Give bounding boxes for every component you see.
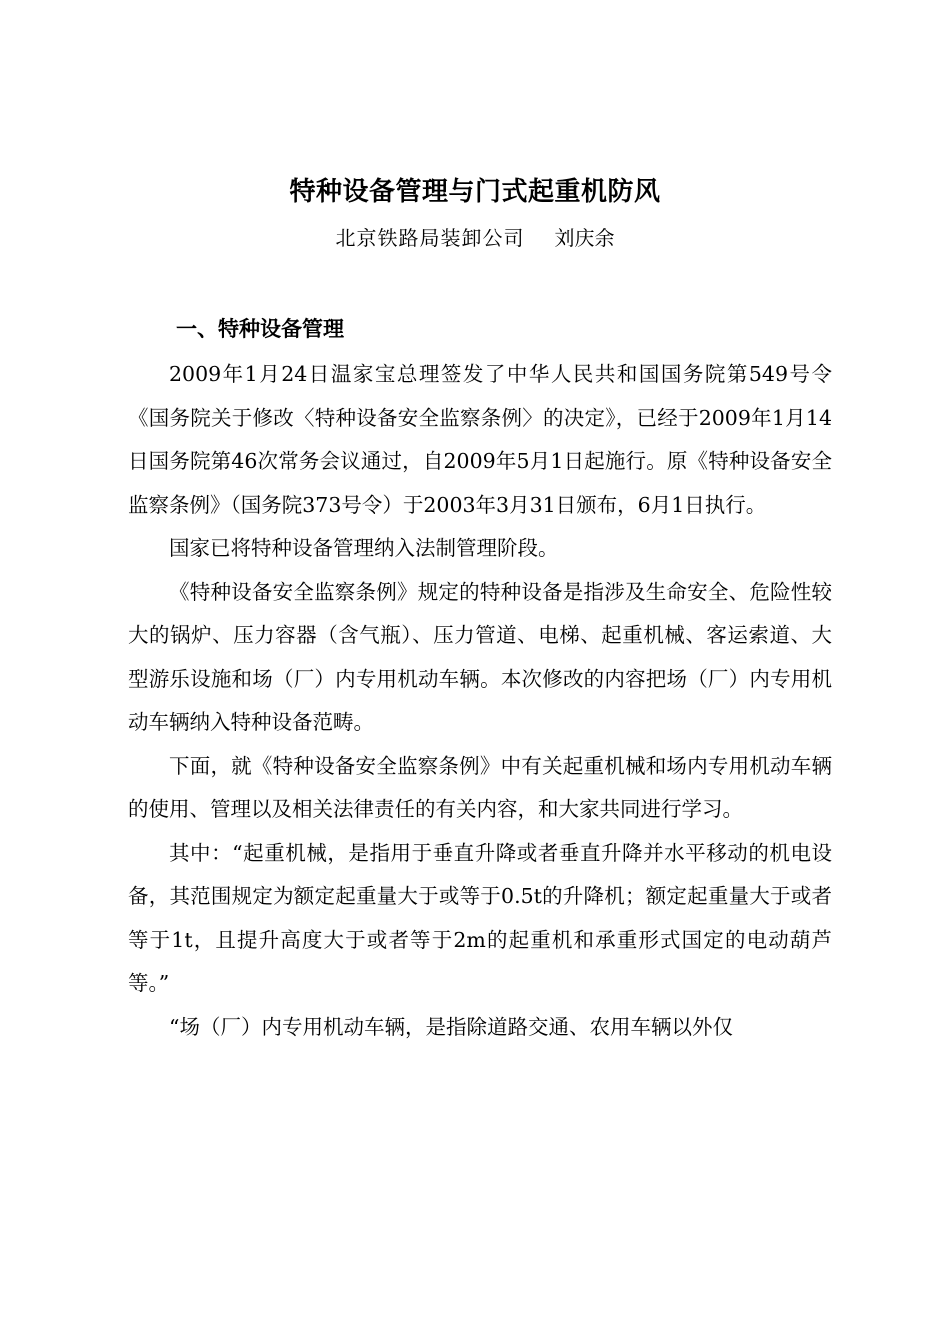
- document-body: [128, 353, 832, 1049]
- paragraph-equipment-definition: 《特种设备安全监察条例》规定的特种设备是指涉及生命安全、危险性较大的锅炉、压力容器（含气瓶）、压力管道、电梯、起重机械、客运索道、大型游乐设施和场（厂）内专用机动车辆。本次修改的内容把场（厂）内专用机动车辆纳入特种设备范畴。: [128, 579, 832, 734]
- author-organization: 北京铁路局装卸公司: [335, 226, 525, 250]
- author-name: 刘庆余: [554, 226, 615, 250]
- byline: [0, 222, 950, 254]
- section-heading: 一、特种设备管理: [176, 317, 344, 341]
- paragraph-vehicle-definition: “场（厂）内专用机动车辆，是指除道路交通、农用车辆以外仅: [169, 1014, 733, 1039]
- paragraph-legal-stage: 国家已将特种设备管理纳入法制管理阶段。: [169, 536, 559, 560]
- paragraph-decree: 2009年1月24日温家宝总理签发了中华人民共和国国务院第549号令《国务院关于修改〈特种设备安全监察条例〉的决定》，已经于2009年1月14日国务院第46次常务会议通过，自2009年5月1日起施行。原《特种设备安全监察条例》（国务院373号令）于2003年3月31日颁布，6月1日执行。: [128, 362, 832, 517]
- document-title: 特种设备管理与门式起重机防风: [289, 177, 661, 207]
- paragraph-crane-definition: 其中：“起重机械，是指用于垂直升降或者垂直升降并水平移动的机电设备，其范围规定为额定起重量大于或等于0.5t的升降机；额定起重量大于或者等于1t，且提升高度大于或者等于2m的起重机和承重形式国定的电动葫芦等。”: [128, 840, 832, 995]
- paragraph-study-intro: 下面，就《特种设备安全监察条例》中有关起重机械和场内专用机动车辆的使用、管理以及相关法律责任的有关内容，和大家共同进行学习。: [128, 753, 832, 821]
